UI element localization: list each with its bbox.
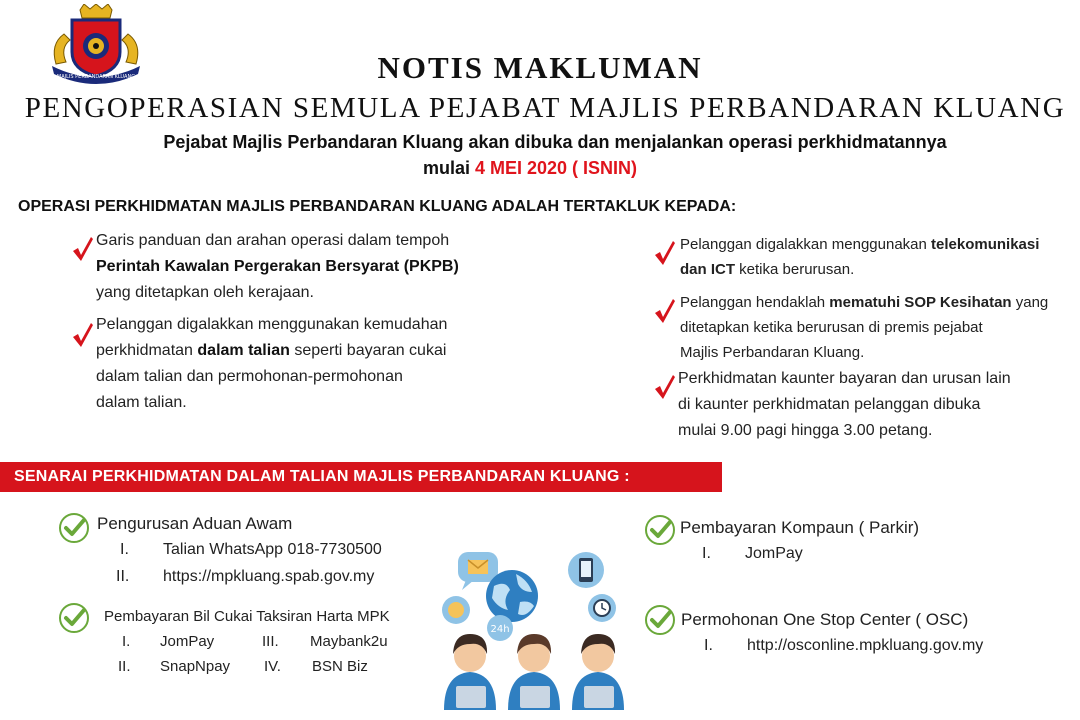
- osc-portal-link[interactable]: http://osconline.mpkluang.gov.my: [747, 637, 984, 654]
- green-circle-check-icon: [58, 512, 90, 544]
- condition-left-2-line-4: dalam talian.: [96, 394, 187, 411]
- aduan-portal-link[interactable]: https://mpkluang.spab.gov.my: [163, 568, 375, 585]
- condition-right-3-line-1: Perkhidmatan kaunter bayaran dan urusan lain: [678, 370, 1011, 387]
- condition-right-1-line-1: Pelanggan digalakkan menggunakan telekomunikasi: [680, 236, 1040, 253]
- red-checkmark-icon: [72, 322, 94, 348]
- condition-left-2-line-3: dalam talian dan permohonan-permohonan: [96, 368, 403, 385]
- conditions-heading: OPERASI PERKHIDMATAN MAJLIS PERBANDARAN KLUANG ADALAH TERTAKLUK KEPADA:: [18, 198, 737, 215]
- condition-left-2-line-2: perkhidmatan dalam talian seperti bayaran cukai: [96, 342, 447, 359]
- aduan-item-2-num: II.: [116, 568, 130, 585]
- intro-prefix: mulai: [422, 158, 475, 178]
- condition-left-1-line-2: Perintah Kawalan Pergerakan Bersyarat (PKPB): [96, 258, 459, 275]
- online-services-heading: SENARAI PERKHIDMATAN DALAM TALIAN MAJLIS PERBANDARAN KLUANG :: [14, 468, 630, 485]
- green-circle-check-icon: [58, 602, 90, 634]
- green-circle-check-icon: [644, 514, 676, 546]
- condition-left-1-line-1: Garis panduan dan arahan operasi dalam tempoh: [96, 232, 450, 249]
- cukai-snapnpay: SnapNpay: [160, 658, 231, 675]
- condition-right-2-line-1: Pelanggan hendaklah mematuhi SOP Kesihatan yang: [680, 294, 1049, 311]
- condition-right-3-line-3: mulai 9.00 pagi hingga 3.00 petang.: [678, 422, 933, 439]
- notice-subtitle: PENGOPERASIAN SEMULA PEJABAT MAJLIS PERBANDARAN KLUANG: [24, 92, 1066, 124]
- cukai-jompay: JomPay: [160, 633, 215, 650]
- condition-right-1-line-2: dan ICT ketika berurusan.: [680, 261, 855, 278]
- 24h-badge: 24h: [490, 624, 510, 635]
- condition-left-2: [96, 312, 447, 416]
- condition-left-1-line-3: yang ditetapkan oleh kerajaan.: [96, 284, 314, 301]
- condition-right-3-line-2: di kaunter perkhidmatan pelanggan dibuka: [678, 396, 981, 413]
- condition-right-2-line-2: ditetapkan ketika berurusan di premis pejabat: [680, 319, 983, 336]
- whatsapp-line[interactable]: Talian WhatsApp 018-7730500: [163, 541, 382, 558]
- red-checkmark-icon: [654, 240, 676, 266]
- kompaun-title: Pembayaran Kompaun ( Parkir): [680, 518, 920, 537]
- condition-right-2: [680, 290, 1048, 365]
- osc-title: Permohonan One Stop Center ( OSC): [681, 610, 969, 629]
- cukai-item-3-num: III.: [262, 633, 279, 650]
- red-checkmark-icon: [654, 298, 676, 324]
- opening-date: 4 MEI 2020 ( ISNIN): [474, 158, 638, 178]
- condition-right-1: [680, 232, 1039, 282]
- red-checkmark-icon: [654, 374, 676, 400]
- kompaun-jompay: JomPay: [745, 545, 803, 562]
- notice-title: NOTIS MAKLUMAN: [377, 50, 703, 85]
- kompaun-item-1-num: I.: [702, 545, 711, 562]
- cukai-item-1-num: I.: [122, 633, 131, 650]
- cukai-bsnbiz: BSN Biz: [312, 658, 368, 675]
- condition-left-2-line-1: Pelanggan digalakkan menggunakan kemudahan: [96, 316, 448, 333]
- online-services-banner: [0, 462, 722, 492]
- cukai-item-2-num: II.: [118, 658, 131, 675]
- aduan-item-1-num: I.: [120, 541, 129, 558]
- cukai-item-4-num: IV.: [264, 658, 281, 675]
- condition-right-2-line-3: Majlis Perbandaran Kluang.: [680, 344, 865, 361]
- green-circle-check-icon: [644, 604, 676, 636]
- condition-left-1: [96, 228, 459, 306]
- intro-line-1: Pejabat Majlis Perbandaran Kluang akan dibuka dan menjalankan operasi perkhidmatannya: [163, 132, 947, 152]
- cukai-title: Pembayaran Bil Cukai Taksiran Harta MPK: [104, 608, 390, 625]
- aduan-title: Pengurusan Aduan Awam: [97, 514, 293, 533]
- crest-ribbon-text: MAJLIS PERBANDARAN KLUANG: [56, 74, 136, 80]
- red-checkmark-icon: [72, 236, 94, 262]
- condition-right-3: [678, 366, 1011, 444]
- call-center-agents-icon: [436, 540, 632, 710]
- cukai-maybank2u: Maybank2u: [310, 633, 388, 650]
- osc-item-1-num: I.: [704, 637, 713, 654]
- intro-line-2: [0, 158, 1060, 179]
